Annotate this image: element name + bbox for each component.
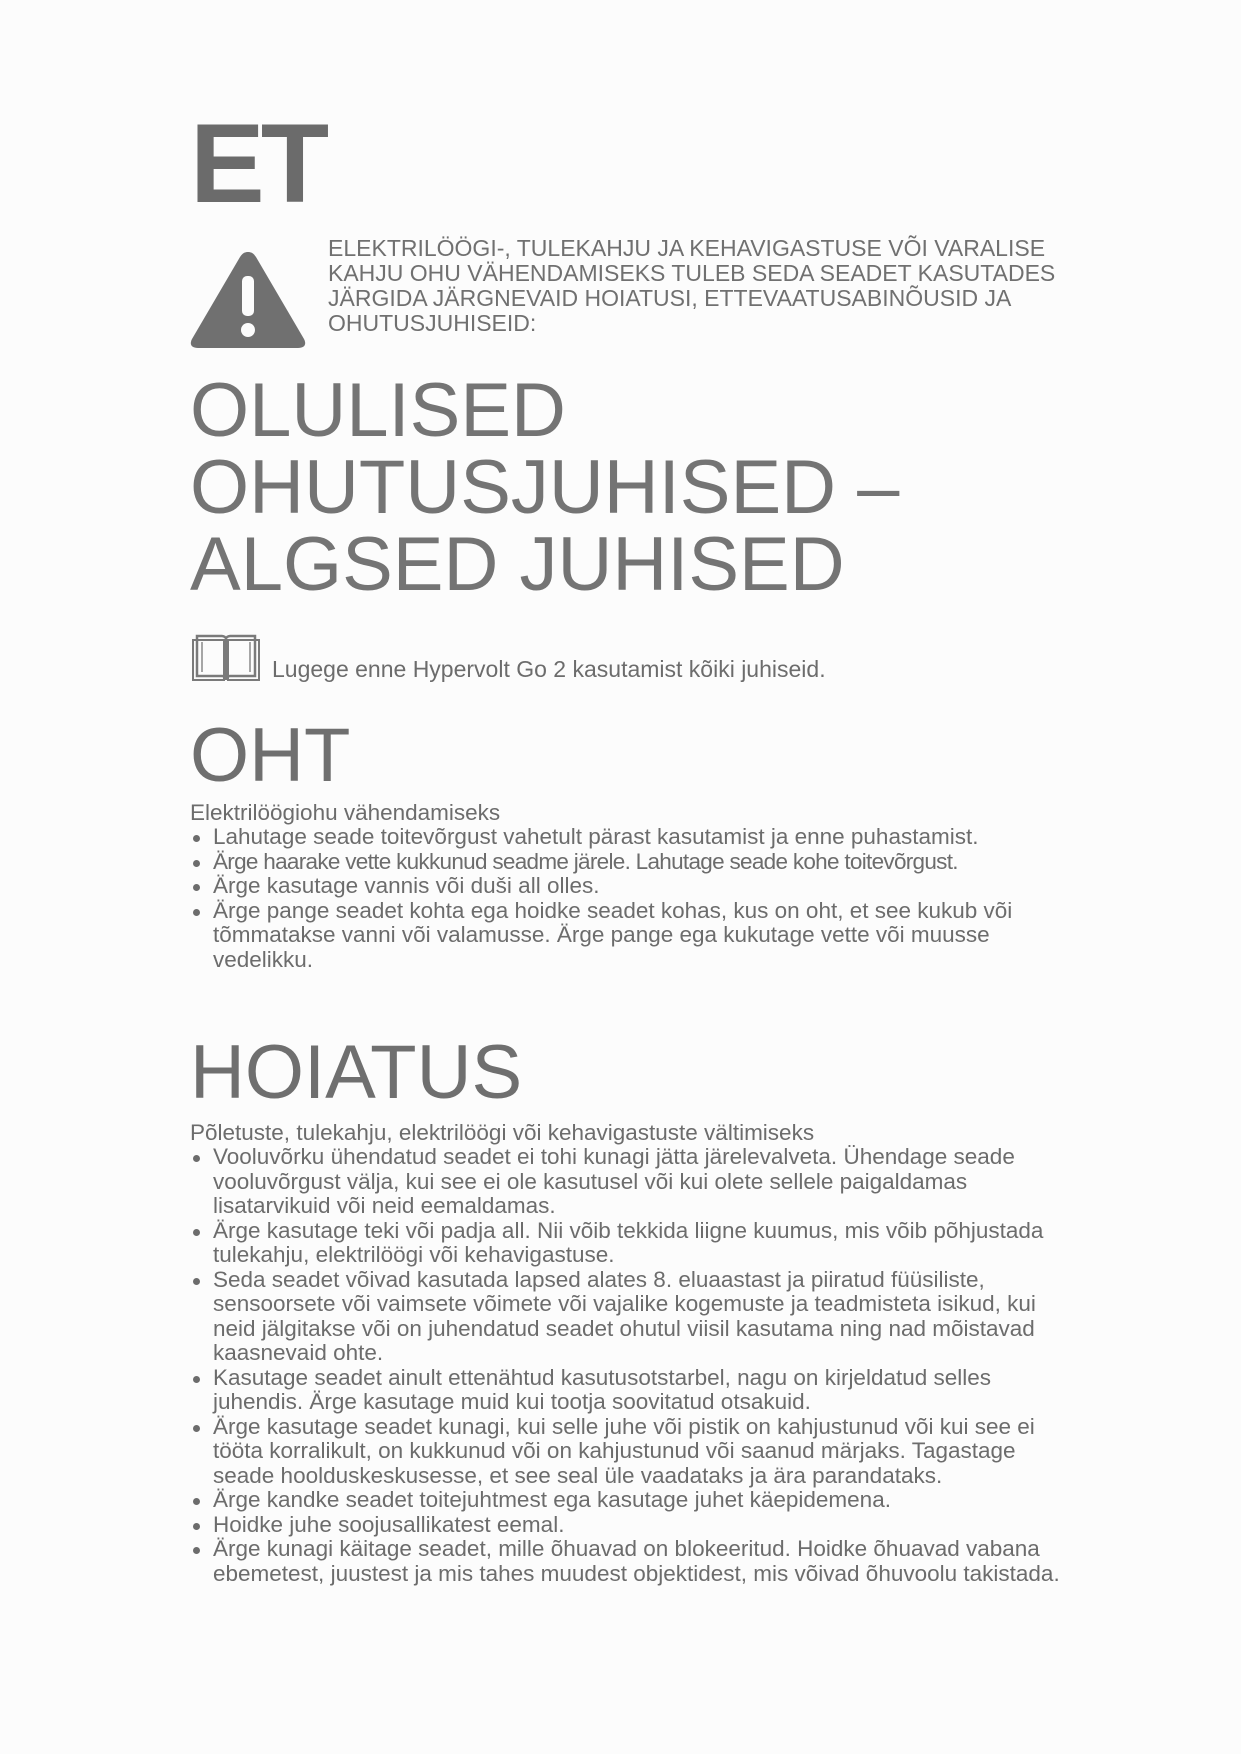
- warning-item-3: Seda seadet võivad kasutada lapsed alates 8. eluaastast ja piiratud füüsiliste, sensoorsete või vaimsete võimete või vajalike kogemuste ja teadmisteta isikud, kui neid jälgitakse või on juhendatud seadet ohutul viisil kasutama ning nad mõistavad kaasnevaid ohte.: [190, 1268, 1070, 1366]
- warning-item-2: Ärge kasutage teki või padja all. Nii võib tekkida liigne kuumus, mis võib põhjustada tulekahju, elektrilöögi või kehavigastuse.: [190, 1219, 1070, 1268]
- warning-block: [188, 236, 1068, 348]
- page-title: [190, 368, 1090, 607]
- warning-item-1: Vooluvõrku ühendatud seadet ei tohi kunagi jätta järelevalveta. Ühendage seade vooluvõrgust välja, kui see ei ole kasutusel või kui olete sellele paigaldamas lisatarvikuid või neid eemaldamas.: [190, 1145, 1070, 1219]
- warning-item-5: Ärge kasutage seadet kunagi, kui selle juhe või pistik on kahjustunud või kui see ei tööta korralikult, on kukkunud või on kahjustunud või saanud märjaks. Tagastage seade hoolduskeskusesse, et see seal üle vaadataks ja ära parandataks.: [190, 1415, 1070, 1489]
- page-title-line-2: OHUTUSJUHISED –: [190, 445, 900, 530]
- page-title-line-3: ALGSED JUHISED: [190, 522, 845, 607]
- warning-item-4: Kasutage seadet ainult ettenähtud kasutusotstarbel, nagu on kirjeldatud selles juhendis. Ärge kasutage muid kui tootja soovitatud otsakuid.: [190, 1366, 1070, 1415]
- warning-text: ELEKTRILÖÖGI-, TULEKAHJU JA KEHAVIGASTUSE VÕI VARALISE KAHJU OHU VÄHENDAMISEKS TULEB SEDA SEADET KASUTADES JÄRGIDA JÄRGNEVAID HOIATUSI, ETTEVAATUSABINÕUSID JA OHUTUSJUHISEID:: [328, 235, 1056, 336]
- book-icon: [190, 630, 262, 684]
- danger-heading: OHT: [190, 713, 351, 798]
- warning-section-intro: Põletuste, tulekahju, elektrilöögi või kehavigastuste vältimiseks: [190, 1120, 815, 1145]
- danger-list: [190, 825, 1070, 972]
- danger-item-4: Ärge pange seadet kohta ega hoidke seadet kohas, kus on oht, et see kukub või tõmmatakse vanni või valamusse. Ärge pange ega kukutage vette või muusse vedelikku.: [190, 899, 1070, 973]
- warning-section-heading: HOIATUS: [190, 1030, 523, 1115]
- danger-item-3: Ärge kasutage vannis või duši all olles.: [190, 874, 1070, 899]
- danger-item-1: Lahutage seade toitevõrgust vahetult pärast kasutamist ja enne puhastamist.: [190, 825, 1070, 850]
- warning-item-8: Ärge kunagi käitage seadet, mille õhuavad on blokeeritud. Hoidke õhuavad vabana ebemetest, juustest ja mis tahes muudest objektidest, mis võivad õhuvoolu takistada.: [190, 1537, 1070, 1586]
- warning-triangle-icon: [188, 246, 308, 350]
- danger-item-2: Ärge haarake vette kukkunud seadme järele. Lahutage seade kohe toitevõrgust.: [190, 850, 1070, 875]
- read-instructions: [190, 630, 1090, 680]
- warning-section-list: [190, 1145, 1070, 1586]
- warning-item-6: Ärge kandke seadet toitejuhtmest ega kasutage juhet käepidemena.: [190, 1488, 1070, 1513]
- warning-item-7: Hoidke juhe soojusallikatest eemal.: [190, 1513, 1070, 1538]
- language-code: ET: [190, 101, 326, 226]
- read-instructions-text: Lugege enne Hypervolt Go 2 kasutamist kõiki juhiseid.: [272, 656, 826, 682]
- page-title-line-1: OLULISED: [190, 368, 566, 453]
- danger-intro: Elektrilöögiohu vähendamiseks: [190, 800, 501, 825]
